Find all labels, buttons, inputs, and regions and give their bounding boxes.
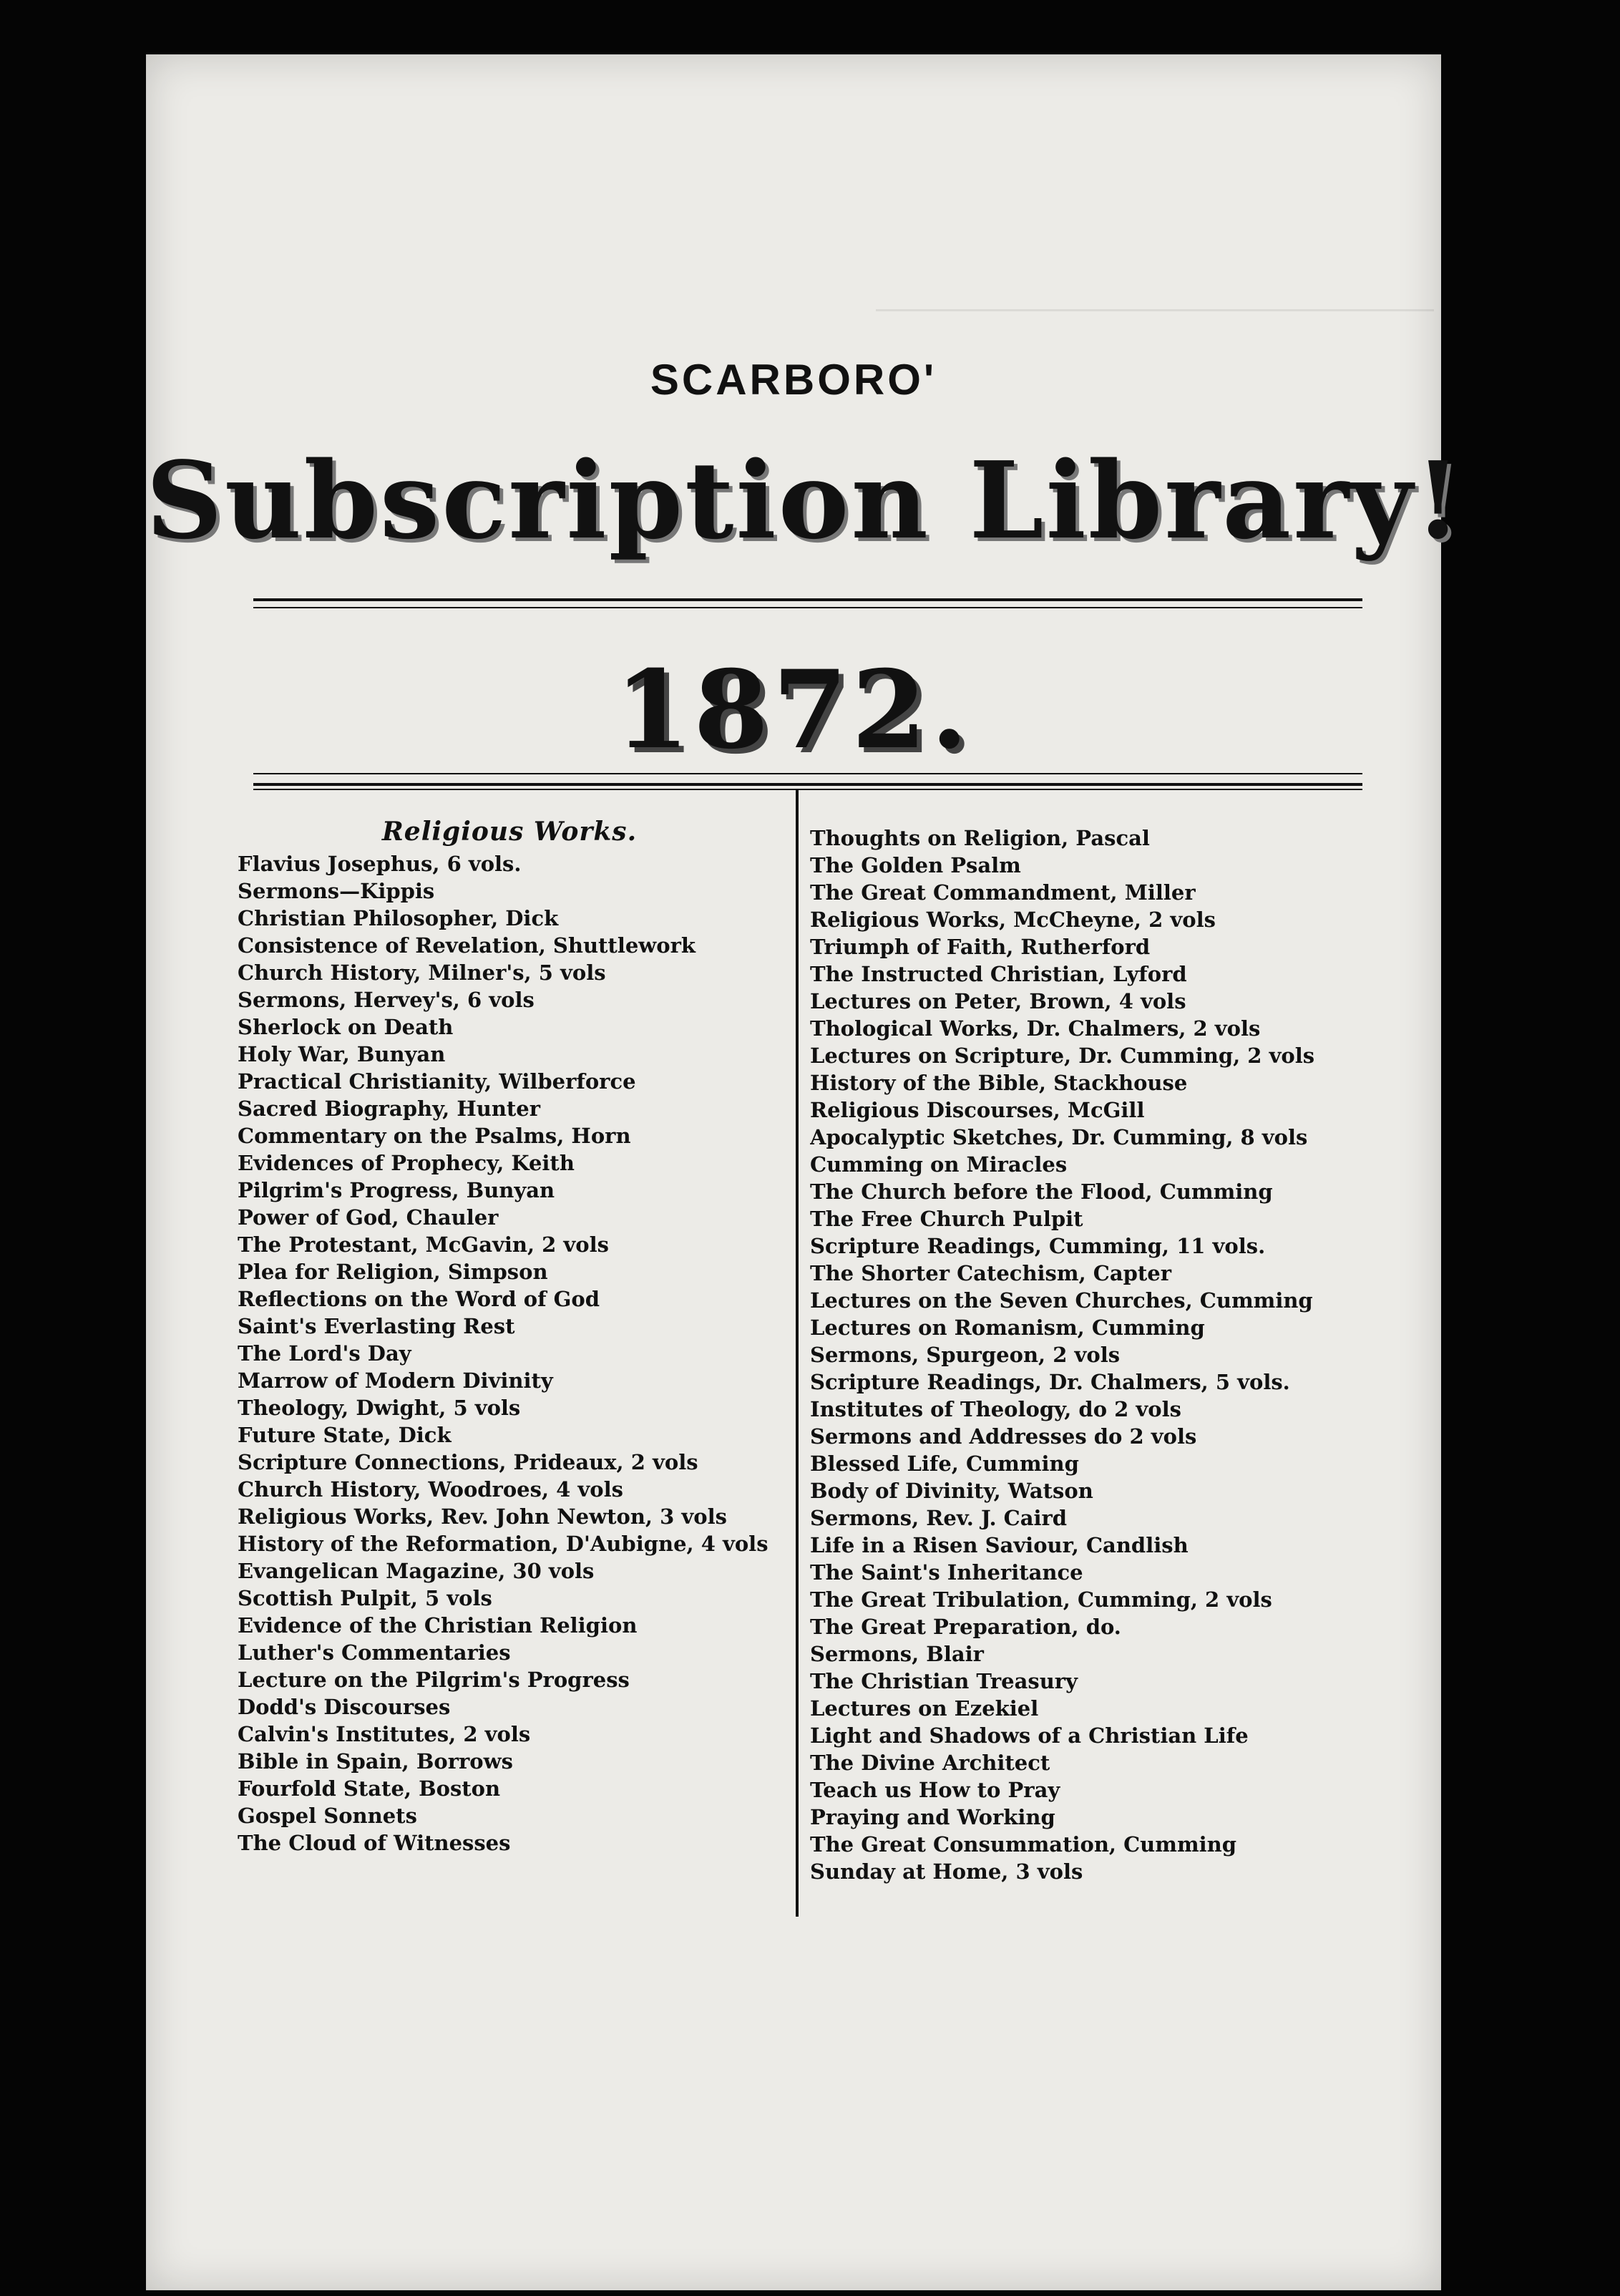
book-entry: Holy War, Bunyan bbox=[238, 1042, 446, 1066]
book-entry: Luther's Commentaries bbox=[238, 1640, 511, 1665]
book-entry: Scripture Readings, Dr. Chalmers, 5 vols. bbox=[810, 1370, 1290, 1394]
book-entry: The Instructed Christian, Lyford bbox=[810, 962, 1187, 986]
book-entry: Lecture on the Pilgrim's Progress bbox=[238, 1668, 630, 1692]
column-divider bbox=[796, 790, 799, 1917]
book-entry: Evidence of the Christian Religion bbox=[238, 1613, 638, 1638]
book-entry: Church History, Milner's, 5 vols bbox=[238, 960, 606, 985]
right-column bbox=[810, 824, 1425, 1885]
book-entry: Sermons, Rev. J. Caird bbox=[810, 1506, 1068, 1530]
book-entry: Bible in Spain, Borrows bbox=[238, 1749, 513, 1774]
book-entry: The Saint's Inheritance bbox=[810, 1560, 1083, 1585]
book-entry: The Church before the Flood, Cumming bbox=[810, 1179, 1273, 1204]
book-entry: Scottish Pulpit, 5 vols bbox=[238, 1586, 492, 1610]
book-entry: Body of Divinity, Watson bbox=[810, 1479, 1093, 1503]
book-entry: Teach us How to Pray bbox=[810, 1778, 1060, 1802]
book-entry: The Free Church Pulpit bbox=[810, 1207, 1083, 1231]
book-entry: Light and Shadows of a Christian Life bbox=[810, 1723, 1249, 1748]
book-entry: Sermons, Blair bbox=[810, 1642, 984, 1666]
book-entry: The Protestant, McGavin, 2 vols bbox=[238, 1232, 609, 1257]
book-entry: Consistence of Revelation, Shuttlework bbox=[238, 933, 696, 958]
book-entry: Religious Discourses, McGill bbox=[810, 1098, 1145, 1122]
book-entry: The Golden Psalm bbox=[810, 853, 1021, 877]
book-entry: The Great Commandment, Miller bbox=[810, 880, 1196, 905]
page-title: Subscription Library! bbox=[146, 438, 1464, 563]
book-entry: Commentary on the Psalms, Horn bbox=[238, 1124, 631, 1148]
book-entry: Reflections on the Word of God bbox=[238, 1287, 600, 1311]
book-entry: Apocalyptic Sketches, Dr. Cumming, 8 vols bbox=[810, 1125, 1308, 1149]
book-entry: Sermons, Spurgeon, 2 vols bbox=[810, 1343, 1121, 1367]
book-entry: Sacred Biography, Hunter bbox=[238, 1096, 541, 1121]
book-entry: Saint's Everlasting Rest bbox=[238, 1314, 515, 1338]
book-entry: The Lord's Day bbox=[238, 1341, 411, 1366]
book-entry: Lectures on Scripture, Dr. Cumming, 2 vols bbox=[810, 1044, 1315, 1068]
book-entry: Thological Works, Dr. Chalmers, 2 vols bbox=[810, 1016, 1261, 1041]
catalogue-page bbox=[146, 54, 1464, 2290]
book-entry: Marrow of Modern Divinity bbox=[238, 1368, 553, 1393]
section-heading: Religious Works. bbox=[381, 817, 638, 847]
book-entry: Church History, Woodroes, 4 vols bbox=[238, 1477, 623, 1502]
book-entry: History of the Reformation, D'Aubigne, 4 vols bbox=[238, 1532, 768, 1556]
bleed-through-mark bbox=[876, 309, 1434, 318]
book-entry: Lectures on Peter, Brown, 4 vols bbox=[810, 989, 1186, 1013]
right-book-list bbox=[810, 824, 1425, 1885]
title-rule-bottom bbox=[253, 607, 1362, 608]
book-entry: Triumph of Faith, Rutherford bbox=[810, 935, 1151, 959]
book-entry: Institutes of Theology, do 2 vols bbox=[810, 1397, 1181, 1421]
book-entry: The Great Tribulation, Cumming, 2 vols bbox=[810, 1587, 1272, 1612]
book-entry: Lectures on the Seven Churches, Cumming bbox=[810, 1288, 1313, 1313]
book-entry: Life in a Risen Saviour, Candlish bbox=[810, 1533, 1189, 1557]
book-entry: Evidences of Prophecy, Keith bbox=[238, 1151, 575, 1175]
year-rule-bottom bbox=[253, 789, 1362, 790]
book-entry: Cumming on Miracles bbox=[810, 1152, 1068, 1177]
book-entry: Christian Philosopher, Dick bbox=[238, 906, 559, 930]
left-column bbox=[238, 813, 781, 1857]
book-entry: Thoughts on Religion, Pascal bbox=[810, 826, 1150, 850]
book-entry: Sermons, Hervey's, 6 vols bbox=[238, 988, 535, 1012]
book-entry: The Cloud of Witnesses bbox=[238, 1831, 511, 1855]
book-entry: Theology, Dwight, 5 vols bbox=[238, 1396, 521, 1420]
year-rule-top bbox=[253, 773, 1362, 774]
book-entry: Fourfold State, Boston bbox=[238, 1776, 501, 1801]
book-entry: Blessed Life, Cumming bbox=[810, 1451, 1079, 1476]
book-entry: Lectures on Romanism, Cumming bbox=[810, 1315, 1205, 1340]
book-entry: Pilgrim's Progress, Bunyan bbox=[238, 1178, 555, 1202]
catalogue-year: 1872. bbox=[615, 647, 972, 773]
title-rule-top bbox=[253, 598, 1362, 601]
book-entry: Power of God, Chauler bbox=[238, 1205, 499, 1230]
year-rule-middle bbox=[253, 783, 1362, 786]
book-entry: The Shorter Catechism, Capter bbox=[810, 1261, 1172, 1285]
publisher-name: SCARBORO' bbox=[650, 356, 937, 404]
book-entry: Religious Works, Rev. John Newton, 3 vols bbox=[238, 1504, 727, 1529]
book-entry: The Divine Architect bbox=[810, 1751, 1050, 1775]
book-entry: The Great Preparation, do. bbox=[810, 1615, 1121, 1639]
book-entry: Flavius Josephus, 6 vols. bbox=[238, 852, 522, 876]
book-entry: Religious Works, McCheyne, 2 vols bbox=[810, 908, 1216, 932]
book-entry: Sermons—Kippis bbox=[238, 879, 435, 903]
book-entry: Plea for Religion, Simpson bbox=[238, 1260, 548, 1284]
book-entry: Lectures on Ezekiel bbox=[810, 1696, 1039, 1721]
book-entry: Evangelican Magazine, 30 vols bbox=[238, 1559, 595, 1583]
book-entry: Praying and Working bbox=[810, 1805, 1055, 1829]
book-entry: Gospel Sonnets bbox=[238, 1804, 417, 1828]
book-entry: Dodd's Discourses bbox=[238, 1695, 451, 1719]
book-entry: Future State, Dick bbox=[238, 1423, 452, 1447]
book-entry: The Christian Treasury bbox=[810, 1669, 1078, 1693]
book-entry: History of the Bible, Stackhouse bbox=[810, 1071, 1188, 1095]
book-entry: Scripture Connections, Prideaux, 2 vols bbox=[238, 1450, 698, 1474]
book-entry: Practical Christianity, Wilberforce bbox=[238, 1069, 636, 1094]
book-entry: The Great Consummation, Cumming bbox=[810, 1832, 1237, 1857]
book-entry: Calvin's Institutes, 2 vols bbox=[238, 1722, 531, 1746]
book-entry: Sherlock on Death bbox=[238, 1015, 454, 1039]
book-entry: Scripture Readings, Cumming, 11 vols. bbox=[810, 1234, 1266, 1258]
left-book-list bbox=[238, 850, 781, 1857]
book-entry: Sunday at Home, 3 vols bbox=[810, 1859, 1083, 1884]
book-entry: Sermons and Addresses do 2 vols bbox=[810, 1424, 1197, 1449]
